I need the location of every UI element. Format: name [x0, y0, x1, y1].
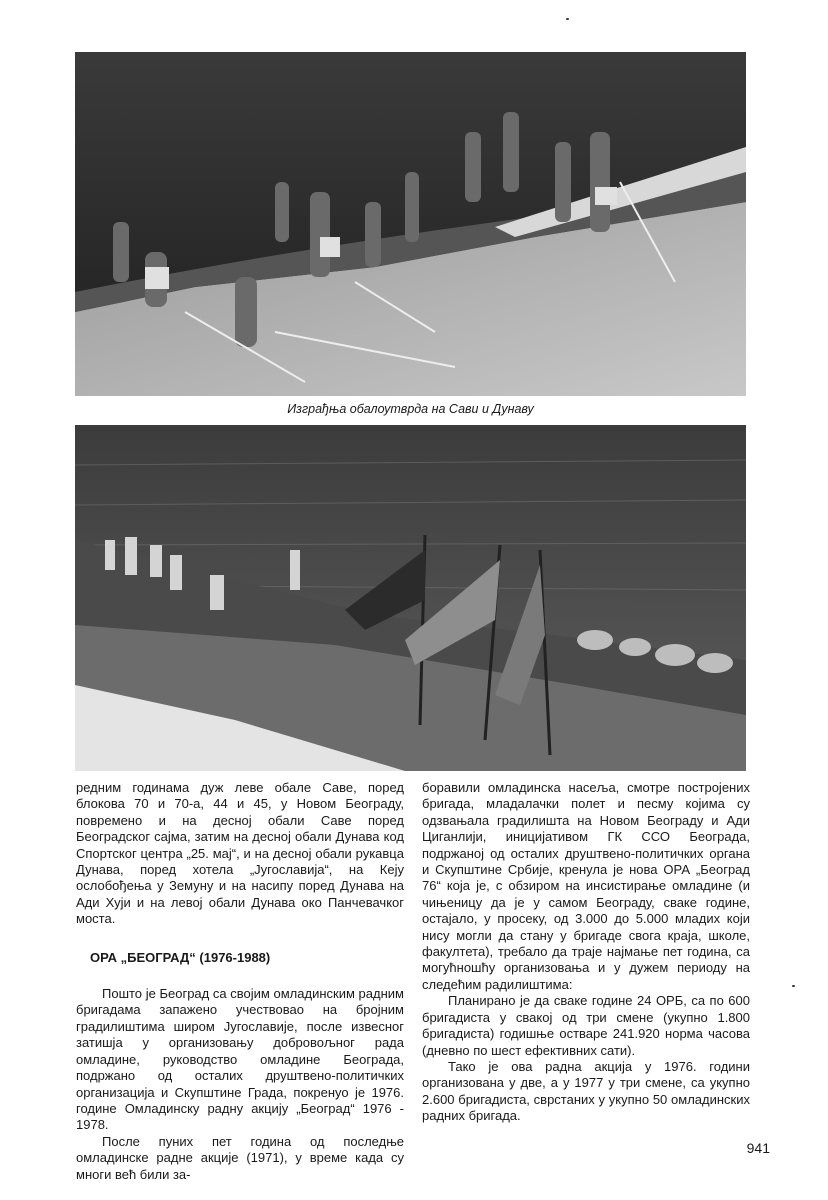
- bottom-photo-image: [75, 425, 746, 771]
- paragraph: Пошто је Београд са својим омладинским радним бригадама запажено учествовао на бројним градилиштима широм Југославије, после извесног затишја у организовању добровољног рада омладине, руководство омладине Београда, подржано од осталих друштвено-политичких организација и Скупштине Града, покренуо је 1976. године Омладинску радну акцију „Београд“ 1976 - 1978.: [76, 986, 404, 1133]
- right-text-column: [422, 780, 750, 1125]
- paragraph: боравили омладинска насеља, смотре постројених бригада, младалачки полет и песму којима су одзвањала градилишта на Новом Београду и Ади Циганлији, иницијативом ГК ССО Београда, подржаној од осталих друштвено-политичких органа и Скупштине Србије, кренула је нова ОРА „Београд 76“ која је, с обзиром на инсистирање омладине (и чињеницу да је у самом Београду, сваке године, остајало, у просеку, од 3.000 до 5.000 младих који нису могли да стану у бригаде свога краја, школе, факултета), требало да траје најмање пет година, са могућношћу организовања и у дужем периоду на следећим радилиштима:: [422, 780, 750, 992]
- paragraph: редним годинама дуж леве обале Саве, поред блокова 70 и 70-а, 44 и 45, у Новом Београду, повремено и на десној обали Саве поред Београдског сајма, затим на десној обали Дунава код Спортског центра „25. мај“, и на десној обали рукавца Дунава, поред хотела „Југославија“, на Кеју ослобођења у Земуну и на насипу поред Дунава на Ади Хуји и на левој обали Дунава око Панчевачког моста.: [76, 780, 404, 927]
- top-photo: [75, 52, 746, 396]
- paragraph: Планирано је да сваке године 24 ОРБ, са по 600 бригадиста у свакој од три смене (укупно 1.800 бригадиста) годишње остваре 241.920 норма часова (дневно по шест ефективних сати).: [422, 993, 750, 1058]
- left-text-column: [76, 780, 404, 1183]
- paragraph: Тако је ова радна акција у 1976. години организована у две, а у 1977 у три смене, са укупно 2.600 бригадиста, сврстаних у укупно 50 омладинских радних бригада.: [422, 1058, 750, 1124]
- scan-speck: [566, 18, 569, 20]
- photo-caption: Изграђња обалоутврда на Сави и Дунаву: [287, 402, 534, 416]
- page-number: 941: [746, 1140, 770, 1156]
- scan-speck: [792, 985, 795, 987]
- top-photo-image: [75, 52, 746, 396]
- paragraph: После пуних пет година од последње омладинске радне акције (1971), у време када су многи већ били за-: [76, 1133, 404, 1182]
- section-heading: ОРА „БЕОГРАД“ (1976-1988): [90, 949, 271, 965]
- bottom-photo: [75, 425, 746, 771]
